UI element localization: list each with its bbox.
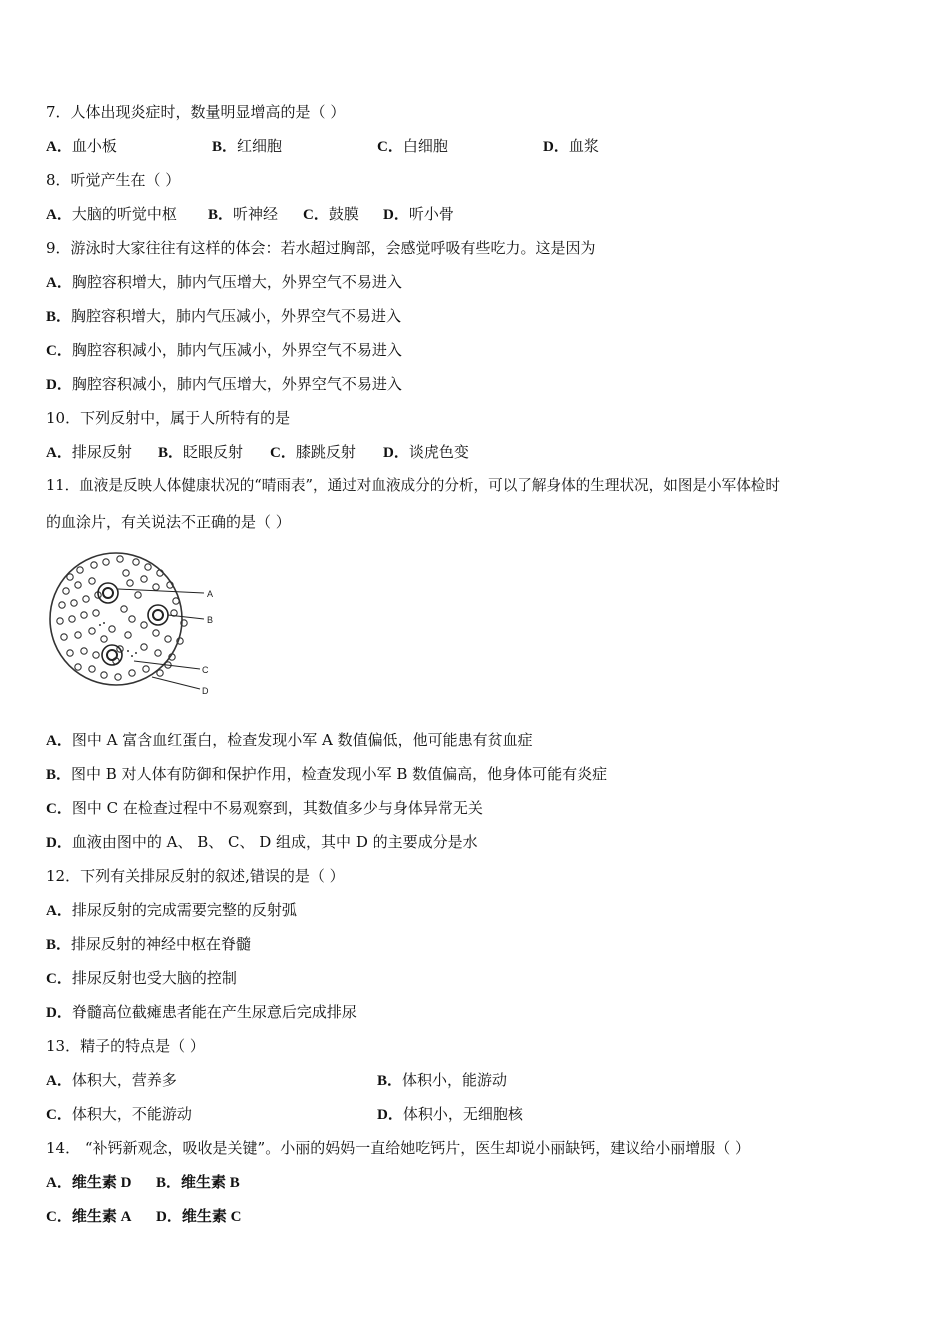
q12-option-d-letter: D． — [46, 1005, 72, 1021]
q10-option-b-letter: B． — [158, 445, 184, 461]
q13-option-d-text: 体积小，无细胞核 — [402, 1105, 523, 1123]
figure-label-d: D — [202, 686, 209, 696]
figure-label-b: B — [207, 615, 214, 625]
q11-option-a-letter: A． — [46, 733, 72, 749]
q8-option-c-text: 鼓膜 — [328, 205, 359, 223]
q9-option-d-text: 胸腔容积减小，肺内气压增大，外界空气不易进入 — [71, 375, 402, 393]
q12-option-c-letter: C． — [46, 971, 72, 987]
q10-stem: 10．下列反射中，属于人所特有的是 — [46, 409, 291, 427]
q12-option-a-letter: A． — [46, 903, 72, 919]
q11-option-d — [46, 832, 478, 853]
q14-option-a-letter: A． — [46, 1175, 72, 1191]
figure-label-c: C — [202, 665, 209, 675]
q14-option-d-letter: D． — [156, 1209, 182, 1225]
q7-option-a-letter: A． — [46, 139, 72, 155]
q8-option-d-text: 听小骨 — [408, 205, 454, 223]
q12-option-b-text: 排尿反射的神经中枢在脊髓 — [71, 935, 252, 953]
q10-option-c-letter: C． — [270, 445, 296, 461]
q10-option-d-letter: D． — [383, 445, 409, 461]
q11-option-c-letter: C． — [46, 801, 72, 817]
q9-option-d — [46, 374, 402, 395]
q10-option-a-letter: A． — [46, 445, 72, 461]
q11-stem-line2: 的血涂片，有关说法不正确的是（ ） — [46, 513, 291, 531]
q13-stem: 13．精子的特点是（ ） — [46, 1037, 205, 1055]
q14-options-row1 — [46, 1172, 926, 1192]
q7-option-d-letter: D． — [543, 139, 569, 155]
q7-option-c-text: 白细胞 — [402, 137, 448, 155]
q13-option-b-letter: B． — [377, 1073, 403, 1089]
q13-options-row2 — [46, 1104, 926, 1124]
q7-option-b-text: 红细胞 — [237, 137, 283, 155]
q9-option-b-text: 胸腔容积增大，肺内气压减小，外界空气不易进入 — [71, 307, 402, 325]
q12-option-a — [46, 900, 297, 921]
q7-option-a-text: 血小板 — [71, 137, 117, 155]
q9-option-a-text: 胸腔容积增大，肺内气压增大，外界空气不易进入 — [71, 273, 402, 291]
q14-option-d-text: 维生素 C — [181, 1209, 242, 1225]
q10-option-a-text: 排尿反射 — [71, 443, 132, 461]
q14-option-a-text: 维生素 D — [71, 1175, 132, 1191]
q8-option-c-letter: C． — [303, 207, 329, 223]
q7-options — [46, 136, 926, 156]
q8-stem: 8．听觉产生在（ ） — [46, 171, 181, 189]
q8-options — [46, 204, 926, 224]
q11-option-d-letter: D． — [46, 835, 72, 851]
q8-option-b-text: 听神经 — [233, 205, 279, 223]
q9-option-c-letter: C． — [46, 343, 72, 359]
q14-stem: 14． “补钙新观念，吸收是关键”。小丽的妈妈一直给她吃钙片，医生却说小丽缺钙，建议给小丽增服（ ） — [46, 1139, 750, 1157]
q9-option-d-letter: D． — [46, 377, 72, 393]
q12-option-a-text: 排尿反射的完成需要完整的反射弧 — [71, 901, 297, 919]
q14-option-c-text: 维生素 A — [71, 1209, 132, 1225]
q13-option-c-letter: C． — [46, 1107, 72, 1123]
q8-option-d-letter: D． — [383, 207, 409, 223]
q10-options — [46, 442, 926, 462]
q11-option-b-letter: B． — [46, 767, 72, 783]
q9-option-c — [46, 340, 402, 361]
q14-options-row2 — [46, 1206, 926, 1226]
q13-option-a-text: 体积大，营养多 — [71, 1071, 177, 1089]
q7-option-d-text: 血浆 — [568, 137, 599, 155]
q11-stem-line1: 11．血液是反映人体健康状况的“晴雨表”，通过对血液成分的分析，可以了解身体的生理状况，如图是小军体检时 — [46, 477, 780, 494]
q9-option-b-letter: B． — [46, 309, 72, 325]
q13-option-d-letter: D． — [377, 1107, 403, 1123]
q9-stem: 9．游泳时大家往往有这样的体会：若水超过胸部，会感觉呼吸有些吃力。这是因为 — [46, 239, 596, 257]
q11-option-a — [46, 730, 533, 751]
q11-option-b-text: 图中 B 对人体有防御和保护作用，检查发现小军 B 数值偏高，他身体可能有炎症 — [71, 765, 608, 783]
q12-option-c-text: 排尿反射也受大脑的控制 — [71, 969, 237, 987]
q14-option-b-text: 维生素 B — [181, 1175, 240, 1191]
q13-option-c-text: 体积大，不能游动 — [71, 1105, 192, 1123]
q8-option-a-text: 大脑的听觉中枢 — [71, 205, 177, 223]
q13-option-b-text: 体积小，能游动 — [402, 1071, 508, 1089]
q7-stem: 7．人体出现炎症时，数量明显增高的是（ ） — [46, 103, 346, 121]
q12-stem: 12．下列有关排尿反射的叙述,错误的是（ ） — [46, 867, 345, 885]
q8-option-a-letter: A． — [46, 207, 72, 223]
q10-option-b-text: 眨眼反射 — [183, 443, 244, 461]
figure-label-a: A — [207, 589, 214, 599]
q12-option-b — [46, 934, 251, 955]
q11-option-b — [46, 764, 607, 785]
blood-smear-figure — [48, 543, 224, 701]
q7-option-b-letter: B． — [212, 139, 238, 155]
q12-option-b-letter: B． — [46, 937, 72, 953]
q9-option-a-letter: A． — [46, 275, 72, 291]
q12-option-d-text: 脊髓高位截瘫患者能在产生尿意后完成排尿 — [71, 1003, 357, 1021]
q11-option-a-text: 图中 A 富含血红蛋白，检查发现小军 A 数值偏低，他可能患有贫血症 — [71, 731, 533, 749]
q11-option-c — [46, 798, 483, 819]
q9-option-c-text: 胸腔容积减小，肺内气压减小，外界空气不易进入 — [71, 341, 402, 359]
q14-option-b-letter: B． — [156, 1175, 182, 1191]
q11-option-c-text: 图中 C 在检查过程中不易观察到，其数值多少与身体异常无关 — [71, 799, 483, 817]
q13-option-a-letter: A． — [46, 1073, 72, 1089]
q10-option-c-text: 膝跳反射 — [295, 443, 356, 461]
q9-option-a — [46, 272, 402, 293]
q11-option-d-text: 血液由图中的 A、 B、 C、 D 组成，其中 D 的主要成分是水 — [71, 833, 478, 851]
q10-option-d-text: 谈虎色变 — [408, 443, 469, 461]
q13-options-row1 — [46, 1070, 926, 1090]
q12-option-d — [46, 1002, 357, 1023]
q8-option-b-letter: B． — [208, 207, 234, 223]
q9-option-b — [46, 306, 401, 327]
q12-option-c — [46, 968, 237, 989]
q14-option-c-letter: C． — [46, 1209, 72, 1225]
q7-option-c-letter: C． — [377, 139, 403, 155]
